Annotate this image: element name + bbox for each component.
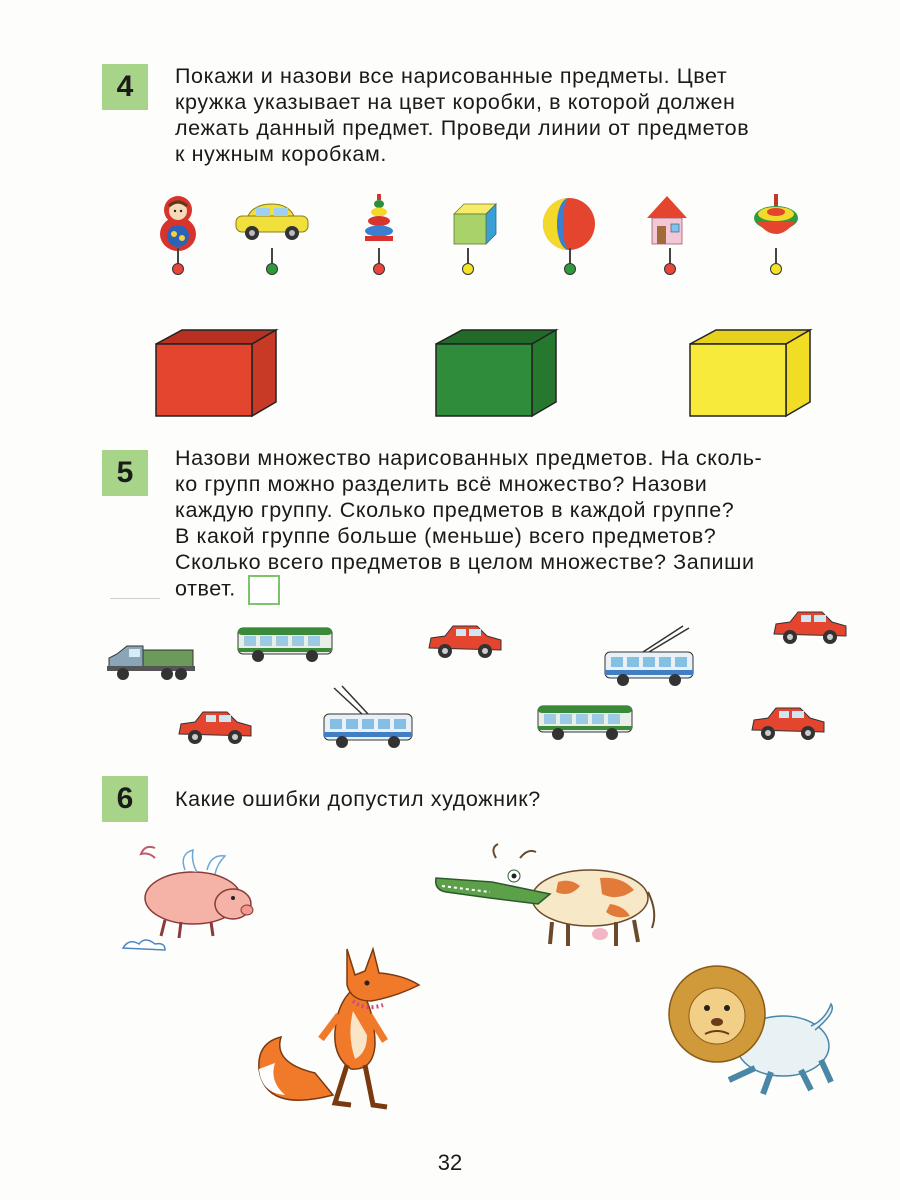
fox-icon[interactable] — [255, 945, 440, 1115]
task-4-line-4: к нужным коробкам. — [175, 142, 387, 166]
color-dot[interactable] — [770, 263, 782, 275]
task-6-number: 6 — [102, 776, 148, 822]
car-icon[interactable] — [175, 708, 255, 748]
task-6-text — [175, 786, 541, 812]
color-dot[interactable] — [564, 263, 576, 275]
flying-pig-icon[interactable] — [115, 840, 275, 960]
green-box[interactable] — [430, 328, 562, 420]
car-icon[interactable] — [425, 622, 505, 662]
car-icon[interactable] — [770, 608, 850, 648]
color-dot[interactable] — [664, 263, 676, 275]
ball-icon[interactable] — [541, 196, 597, 252]
task-5-line-6 — [175, 575, 762, 605]
spinning-top-icon[interactable] — [751, 192, 801, 248]
color-dot[interactable] — [172, 263, 184, 275]
item-stem — [271, 248, 273, 264]
item-stem — [378, 248, 380, 264]
item-stem — [569, 248, 571, 264]
task-5-line-1: Назови множество нарисованных предметов. На сколь- — [175, 446, 763, 470]
task-4-line-3: лежать данный предмет. Проведи линии от предметов — [175, 116, 750, 140]
lion-lamb-icon[interactable] — [665, 950, 845, 1100]
task-6-question: Какие ошибки допустил художник? — [175, 787, 541, 811]
task-5-number: 5 — [102, 450, 148, 496]
task-5-line-4: В какой группе больше (меньше) всего предметов? — [175, 524, 717, 548]
item-stem — [467, 248, 469, 264]
crocodile-cow-icon[interactable] — [430, 842, 662, 952]
cube-icon[interactable] — [450, 200, 500, 248]
item-stem — [669, 248, 671, 264]
task-5-text — [175, 445, 762, 605]
task-4-text — [175, 63, 749, 167]
task-4-number: 4 — [102, 64, 148, 110]
red-box[interactable] — [150, 328, 282, 420]
trolleybus-icon[interactable] — [320, 684, 416, 750]
task-4-line-1: Покажи и назови все нарисованные предметы. Цвет — [175, 64, 728, 88]
task-5-line-5: Сколько всего предметов в целом множестве? Запиши — [175, 550, 755, 574]
task-5-last-line: ответ. — [175, 576, 236, 601]
page-number: 32 — [437, 1150, 463, 1175]
color-dot[interactable] — [462, 263, 474, 275]
task-5-line-2: ко групп можно разделить всё множество? Назови — [175, 472, 708, 496]
trolleybus-icon[interactable] — [603, 622, 695, 688]
yellow-box[interactable] — [684, 328, 816, 420]
toy-car-icon[interactable] — [232, 200, 312, 244]
bus-icon[interactable] — [536, 702, 634, 742]
car-icon[interactable] — [748, 704, 828, 744]
item-stem — [775, 248, 777, 264]
matryoshka-icon[interactable] — [155, 192, 201, 252]
color-dot[interactable] — [266, 263, 278, 275]
answer-box[interactable] — [248, 575, 280, 605]
house-icon[interactable] — [643, 192, 691, 248]
pyramid-toy-icon[interactable] — [362, 192, 396, 244]
truck-icon[interactable] — [105, 640, 197, 684]
item-stem — [177, 248, 179, 264]
color-dot[interactable] — [373, 263, 385, 275]
task-5-line-3: каждую группу. Сколько предметов в каждой группе? — [175, 498, 735, 522]
divider — [110, 598, 160, 599]
bus-icon[interactable] — [236, 624, 334, 664]
task-4-line-2: кружка указывает на цвет коробки, в которой должен — [175, 90, 736, 114]
